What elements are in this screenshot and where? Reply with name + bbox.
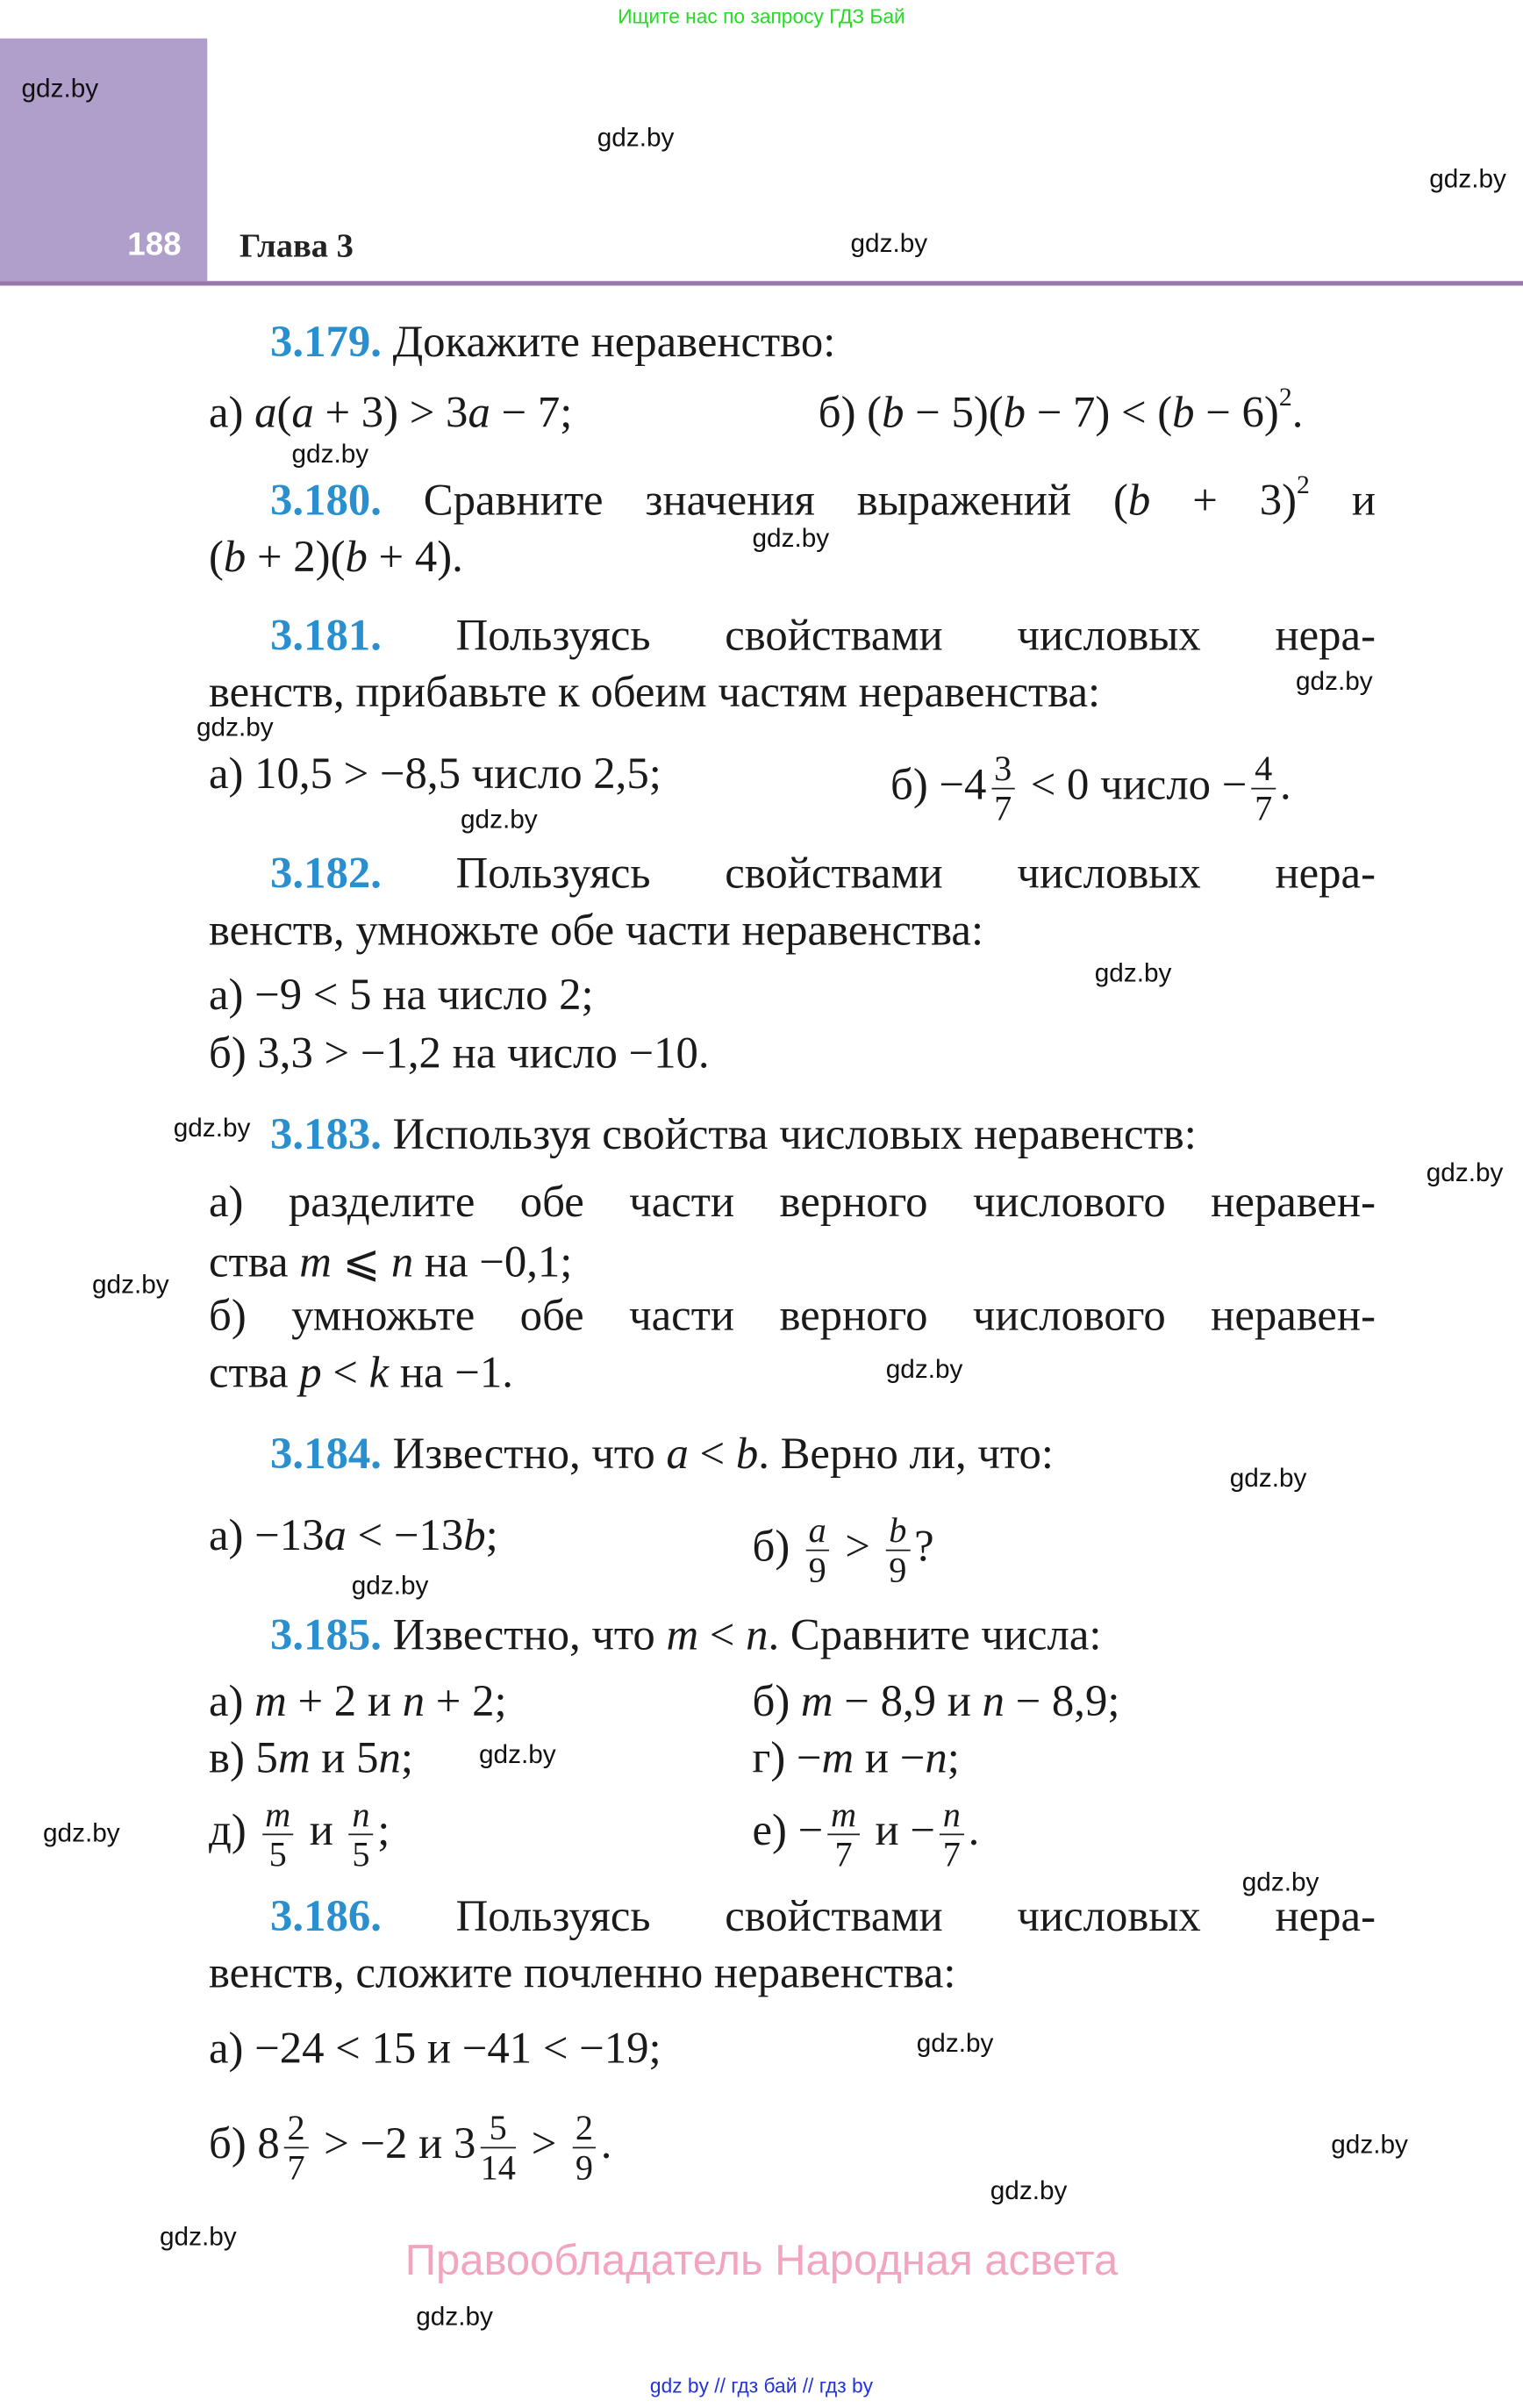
text-run: венств, прибавьте к обеим частям неравенства: — [209, 668, 1101, 718]
watermark: gdz.by — [461, 804, 538, 834]
denominator: 9 — [889, 1551, 907, 1590]
text-run: Пользуясь свойствами числовых нера- — [381, 849, 1376, 899]
denominator: 14 — [480, 2148, 516, 2187]
exercise-line — [209, 1291, 1376, 1341]
numerator: 3 — [991, 749, 1015, 790]
exercise-number: 3.184. — [270, 1430, 382, 1480]
variable: a — [291, 388, 314, 438]
variable: m — [821, 1733, 854, 1783]
text-run: и − — [863, 1806, 935, 1856]
header-divider — [0, 281, 1523, 285]
watermark: gdz.by — [291, 438, 369, 468]
exercise-subitem — [890, 749, 1291, 828]
exercise-number: 3.180. — [270, 476, 382, 526]
exercise-subitem — [752, 1677, 1120, 1726]
text-run: в) 5 — [209, 1733, 278, 1783]
text-run: ( — [276, 388, 292, 438]
variable: m — [800, 1677, 833, 1726]
exercise-line — [270, 1610, 1376, 1660]
text-run: Известно, что — [381, 1430, 667, 1480]
watermark: gdz.by — [1296, 665, 1373, 695]
text-run: б) — [752, 1522, 801, 1572]
exercise-line — [209, 1028, 1376, 1079]
exercise-line — [209, 906, 1376, 956]
exercise-number: 3.186. — [270, 1892, 382, 1941]
exercise-number: 3.185. — [270, 1610, 382, 1660]
watermark: gdz.by — [1094, 957, 1172, 987]
text-run: на −1. — [389, 1348, 513, 1398]
variable: n — [925, 1733, 947, 1783]
exercise-line — [270, 469, 1376, 526]
denominator: 7 — [942, 1835, 961, 1874]
text-run: б) ( — [818, 388, 883, 438]
fraction — [805, 1511, 829, 1589]
watermark: gdz.by — [416, 2301, 493, 2331]
exercise-line — [270, 1892, 1376, 1941]
text-run: б) 8 — [209, 2119, 280, 2169]
numerator: 5 — [481, 2109, 516, 2149]
variable: a — [324, 1511, 347, 1560]
exercise-subitem — [818, 382, 1304, 438]
variable: b — [882, 388, 905, 438]
text-run: а) −24 < 15 и −41 < −19; — [209, 2024, 661, 2074]
watermark: gdz.by — [21, 73, 99, 103]
variable: b — [1127, 476, 1151, 526]
variable: b — [345, 533, 368, 583]
exercise-subitem — [752, 1733, 960, 1783]
watermark: gdz.by — [885, 1353, 963, 1383]
numerator: a — [805, 1511, 829, 1552]
text-run: а) разделите обе части верного числового неравен- — [209, 1178, 1376, 1228]
text-run: а) −9 < 5 на число 2; — [209, 971, 594, 1020]
text-run: + 3) — [1150, 476, 1298, 526]
search-hint: Ищите нас по запросу ГДЗ Бай — [618, 4, 905, 28]
text-run: и — [298, 1806, 345, 1856]
text-run: д) — [209, 1806, 258, 1856]
text-run: − 7) < ( — [1026, 388, 1173, 438]
text-run: ства — [209, 1348, 300, 1398]
numerator: 4 — [1252, 749, 1276, 790]
exercise-number: 3.179. — [270, 318, 382, 368]
text-run: . Сравните числа: — [768, 1610, 1102, 1660]
text-run: < — [698, 1610, 747, 1660]
text-run: + 2; — [425, 1677, 507, 1726]
text-run: ; — [377, 1806, 390, 1856]
fraction — [284, 2109, 308, 2187]
text-run: Используя свойства числовых неравенств: — [381, 1110, 1197, 1160]
variable: b — [1003, 388, 1026, 438]
text-run: ства — [209, 1237, 300, 1287]
exercise-line — [270, 1110, 1376, 1160]
variable: k — [368, 1348, 390, 1398]
watermark: gdz.by — [916, 2027, 994, 2058]
variable: a — [468, 388, 490, 438]
numerator: m — [827, 1795, 859, 1836]
numerator: b — [886, 1511, 910, 1552]
variable: n — [390, 1237, 414, 1287]
watermark: gdz.by — [351, 1570, 429, 1600]
text-run: а) 10,5 > −8,5 число 2,5; — [209, 749, 661, 799]
watermark: gdz.by — [1426, 1157, 1504, 1186]
variable: b — [463, 1511, 486, 1560]
watermark: gdz.by — [1331, 2129, 1408, 2159]
fraction — [262, 1795, 294, 1874]
variable: m — [254, 1677, 287, 1726]
text-run: . — [1279, 760, 1291, 810]
exercise-number: 3.181. — [270, 611, 382, 661]
text-run: а) −13 — [209, 1511, 325, 1560]
exercise-line — [209, 971, 1376, 1020]
denominator: 7 — [834, 1835, 853, 1874]
variable: b — [1172, 388, 1195, 438]
text-run: Пользуясь свойствами числовых нера- — [381, 611, 1376, 661]
watermark: gdz.by — [1229, 1462, 1307, 1493]
fraction — [349, 1795, 373, 1874]
text-run: − 6) — [1194, 388, 1279, 438]
exercise-number: 3.183. — [270, 1110, 382, 1160]
numerator: 2 — [572, 2109, 596, 2149]
denominator: 9 — [575, 2148, 593, 2187]
text-run: а) — [209, 1677, 255, 1726]
variable: m — [277, 1733, 311, 1783]
variable: a — [666, 1430, 689, 1480]
text-run: . — [968, 1806, 980, 1856]
text-run: Известно, что — [381, 1610, 667, 1660]
site-links[interactable]: gdz by // гдз бай // гдз by — [649, 2374, 874, 2397]
numerator: 2 — [284, 2109, 308, 2149]
text-run: . — [1291, 388, 1304, 438]
chapter-title: Глава 3 — [240, 226, 354, 264]
copyright-notice: Правообладатель Народная асвета — [404, 2236, 1119, 2284]
text-run: ⩽ — [331, 1237, 391, 1287]
variable: b — [735, 1430, 759, 1480]
watermark: gdz.by — [850, 227, 928, 258]
fraction — [827, 1795, 859, 1874]
watermark: gdz.by — [479, 1738, 556, 1769]
fraction — [1252, 749, 1276, 828]
text-run: на −0,1; — [413, 1237, 573, 1287]
fraction — [940, 1795, 963, 1874]
text-run: ? — [914, 1522, 934, 1572]
variable: p — [299, 1348, 322, 1398]
text-run: б) 3,3 > −1,2 на число −10. — [209, 1028, 710, 1079]
denominator: 7 — [994, 789, 1012, 828]
text-run: и 5 — [310, 1733, 379, 1783]
watermark: gdz.by — [43, 1817, 120, 1847]
denominator: 5 — [268, 1835, 287, 1874]
watermark: gdz.by — [197, 712, 274, 742]
text-run: ; — [485, 1511, 498, 1560]
denominator: 7 — [1255, 789, 1273, 828]
text-run: < — [321, 1348, 369, 1398]
text-run: ; — [400, 1733, 414, 1783]
denominator: 7 — [287, 2148, 305, 2187]
exponent: 2 — [1297, 469, 1310, 499]
watermark: gdz.by — [92, 1269, 169, 1299]
variable: b — [223, 533, 247, 583]
text-run: Пользуясь свойствами числовых нера- — [381, 1892, 1376, 1941]
text-run: . — [600, 2119, 612, 2169]
variable: n — [402, 1677, 425, 1726]
numerator: m — [262, 1795, 294, 1836]
exercise-line — [209, 665, 1376, 718]
text-run: ( — [209, 533, 224, 583]
exponent: 2 — [1278, 382, 1292, 412]
text-run: + 4). — [367, 533, 463, 583]
text-run: − 5)( — [904, 388, 1004, 438]
text-run: − 8,9 и — [833, 1677, 983, 1726]
exercise-number: 3.182. — [270, 849, 382, 899]
variable: m — [299, 1237, 332, 1287]
variable: m — [666, 1610, 699, 1660]
fraction — [481, 2109, 516, 2187]
text-run: + 2 и — [286, 1677, 403, 1726]
text-run: и — [1309, 476, 1376, 526]
text-run: > — [833, 1522, 882, 1572]
watermark: gdz.by — [160, 2221, 237, 2251]
text-run: г) − — [752, 1733, 822, 1783]
exercise-line — [270, 611, 1376, 661]
numerator: n — [349, 1795, 373, 1836]
watermark: gdz.by — [597, 122, 675, 152]
text-run: е) − — [752, 1806, 824, 1856]
text-run: б) −4 — [890, 760, 987, 810]
exercise-line — [209, 1235, 1376, 1287]
watermark: gdz.by — [752, 522, 830, 553]
exercise-line — [270, 849, 1376, 899]
text-run: . Верно ли, что: — [758, 1430, 1054, 1480]
fraction — [991, 749, 1015, 828]
exercise-subitem — [752, 1795, 980, 1874]
exercise-line — [209, 1348, 1376, 1398]
text-run: венств, умножьте обе части неравенства: — [209, 906, 984, 956]
text-run: + 2)( — [246, 533, 346, 583]
text-run: а) — [209, 388, 255, 438]
fraction — [886, 1511, 910, 1589]
text-run: > — [520, 2119, 568, 2169]
text-run: б) умножьте обе части верного числового неравен- — [209, 1291, 1376, 1341]
page-number: 188 — [127, 227, 182, 263]
text-run: + 3) > 3 — [313, 388, 468, 438]
exercise-line — [270, 318, 1376, 368]
text-run: и − — [854, 1733, 926, 1783]
text-run: Сравните значения выражений ( — [381, 476, 1128, 526]
watermark: gdz.by — [990, 2175, 1068, 2205]
variable: n — [746, 1610, 769, 1660]
exercise-subitem — [752, 1511, 934, 1590]
text-run: б) — [752, 1677, 801, 1726]
text-run: < 0 число − — [1019, 760, 1248, 810]
exercise-line — [209, 2024, 1376, 2074]
watermark: gdz.by — [1241, 1867, 1319, 1896]
text-run: − 8,9; — [1004, 1677, 1120, 1726]
exercise-line — [209, 1178, 1376, 1228]
denominator: 5 — [352, 1835, 370, 1874]
variable: n — [982, 1677, 1005, 1726]
watermark: gdz.by — [1429, 163, 1506, 193]
text-run: > −2 и 3 — [312, 2119, 476, 2169]
variable: a — [254, 388, 277, 438]
text-run: ; — [947, 1733, 960, 1783]
text-run: − 7; — [490, 388, 573, 438]
variable: n — [378, 1733, 401, 1783]
exercise-line — [209, 1948, 1376, 1998]
text-run: < — [688, 1430, 736, 1480]
numerator: n — [940, 1795, 963, 1836]
denominator: 9 — [808, 1551, 826, 1590]
text-run: Докажите неравенство: — [381, 318, 836, 368]
exercise-line — [209, 533, 1376, 583]
text-run: венств, сложите почленно неравенства: — [209, 1948, 956, 1998]
fraction — [572, 2109, 596, 2187]
text-run: < −13 — [346, 1511, 464, 1560]
watermark: gdz.by — [173, 1112, 251, 1143]
